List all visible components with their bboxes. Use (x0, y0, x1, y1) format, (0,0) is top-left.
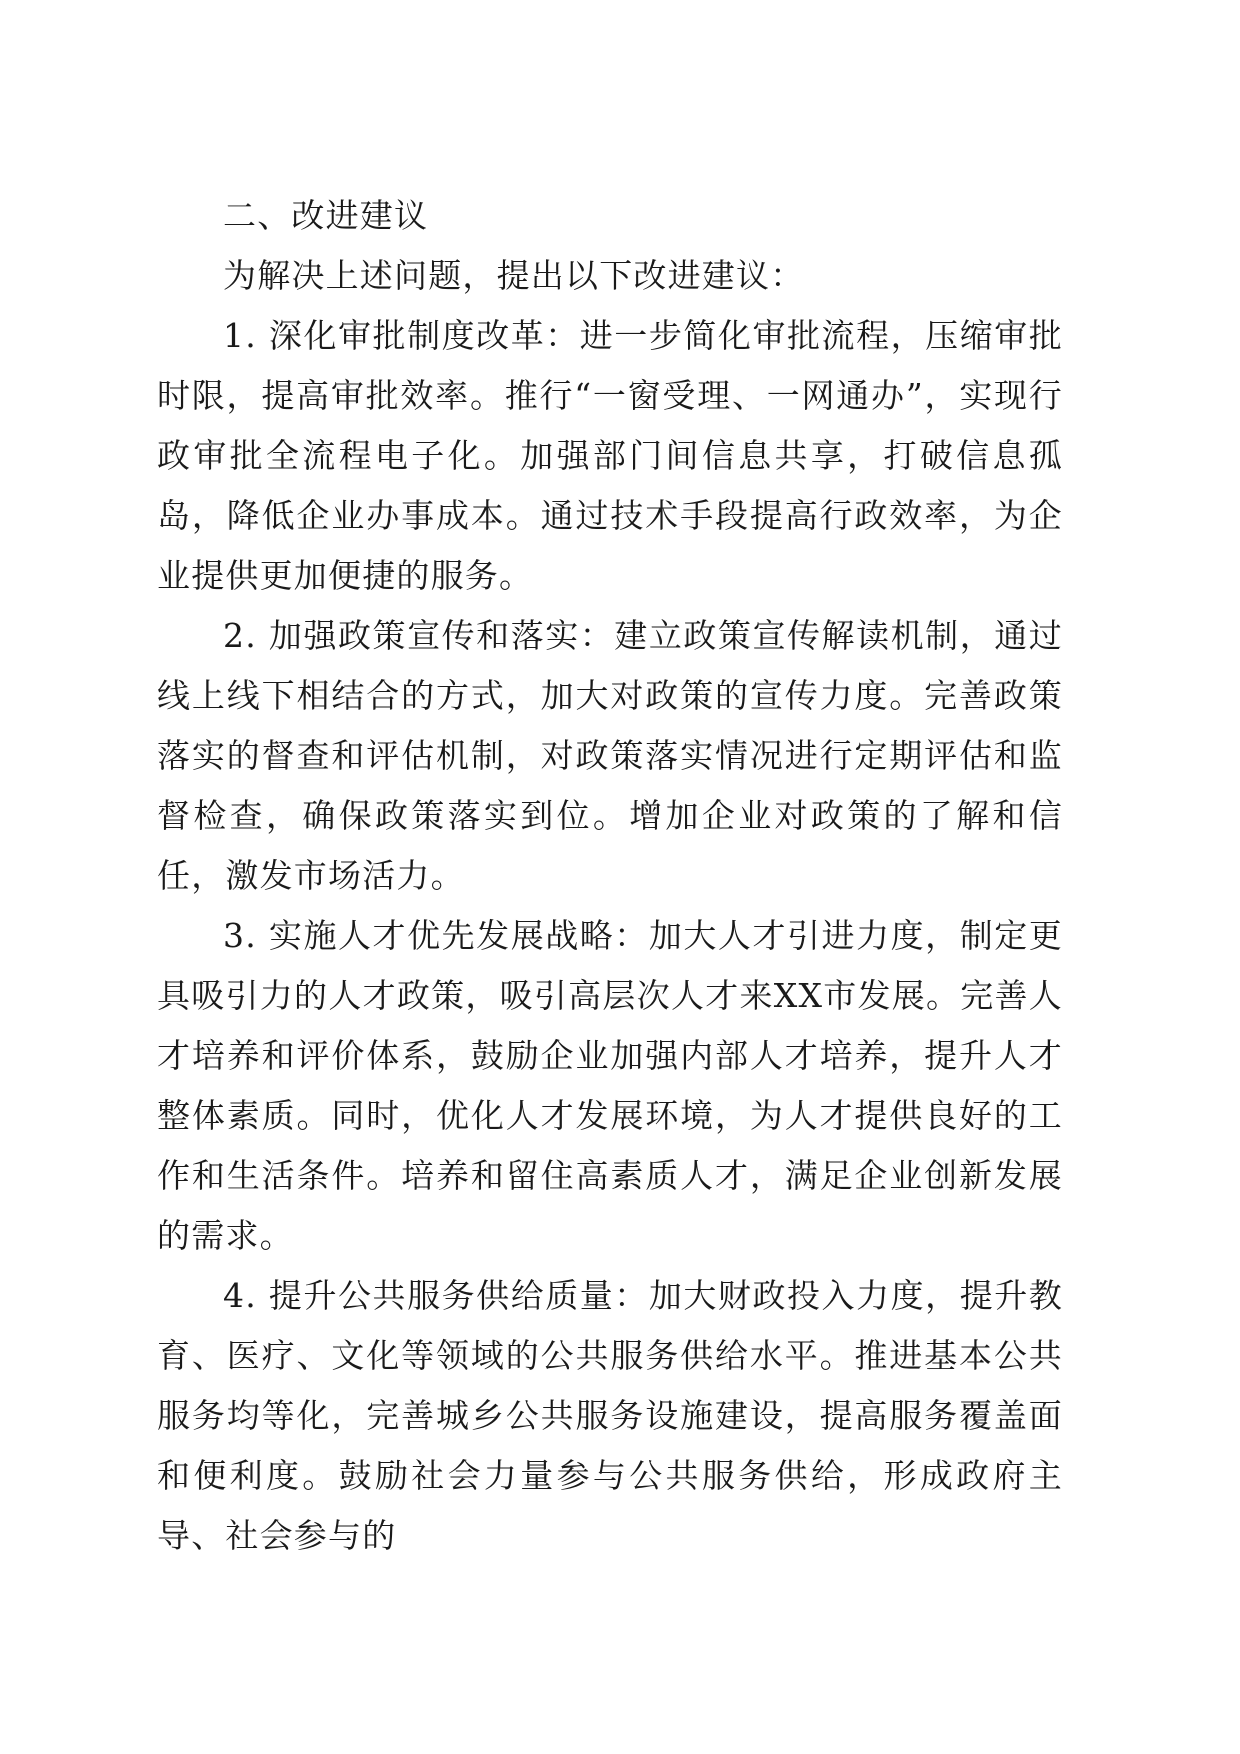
intro-paragraph: 为解决上述问题，提出以下改进建议： (223, 256, 805, 295)
suggestion-item-3: 3. 实施人才优先发展战略：加大人才引进力度，制定更具吸引力的人才政策，吸引高层次人才来XX市发展。完善人才培养和评价体系，鼓励企业加强内部人才培养，提升人才整体素质。同时，优化人才发展环境，为人才提供良好的工作和生活条件。培养和留住高素质人才，满足企业创新发展的需求。 (157, 916, 1063, 1255)
section-heading: 二、改进建议 (223, 196, 429, 235)
document-body (157, 186, 1063, 1566)
suggestion-item-1: 1. 深化审批制度改革：进一步简化审批流程，压缩审批时限，提高审批效率。推行“一窗受理、一网通办”，实现行政审批全流程电子化。加强部门间信息共享，打破信息孤岛，降低企业办事成本。通过技术手段提高行政效率，为企业提供更加便捷的服务。 (157, 316, 1063, 595)
suggestion-item-4: 4. 提升公共服务供给质量：加大财政投入力度，提升教育、医疗、文化等领域的公共服务供给水平。推进基本公共服务均等化，完善城乡公共服务设施建设，提高服务覆盖面和便利度。鼓励社会力量参与公共服务供给，形成政府主导、社会参与的 (157, 1276, 1063, 1555)
suggestion-item-2: 2. 加强政策宣传和落实：建立政策宣传解读机制，通过线上线下相结合的方式，加大对政策的宣传力度。完善政策落实的督查和评估机制，对政策落实情况进行定期评估和监督检查，确保政策落实到位。增加企业对政策的了解和信任，激发市场活力。 (157, 616, 1063, 895)
